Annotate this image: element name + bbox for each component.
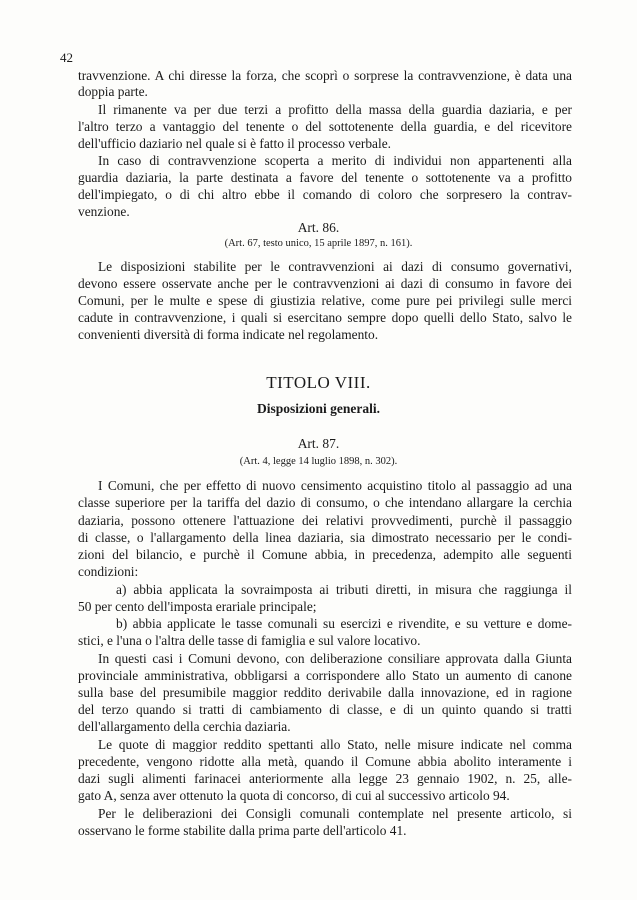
text-line: devono essere osservate anche per le contravvenzioni ai dazi di consumo in favore dei	[78, 276, 572, 291]
text-line: stici, e l'una o l'altra delle tasse di famiglia e sul valore locativo.	[78, 633, 421, 648]
text-line: In caso di contravvenzione scoperta a merito di individui non appartenenti alla	[98, 153, 572, 168]
page-number: 42	[60, 50, 73, 65]
article-heading: Art. 86.	[297, 220, 340, 235]
text-line: travvenzione. A chi diresse la forza, che scoprì o sorprese la contravvenzione, è data una	[78, 68, 572, 83]
text-line: gato A, senza aver ottenuto la quota di concorso, di cui al successivo articolo 94.	[78, 788, 510, 803]
text-line: condizioni:	[78, 564, 139, 579]
text-line: dell'impiegato, o di chi altro ebbe il comando di coloro che sorpresero la contrav-	[78, 187, 572, 202]
text-line: l'altro terzo a vantaggio del tenente o del sottotenente della guardia, e del ricevitore	[78, 119, 572, 134]
article-heading: Art. 87.	[297, 436, 340, 451]
text-line: Le disposizioni stabilite per le contravvenzioni ai dazi di consumo governativi,	[98, 259, 572, 274]
text-line: osservano le forme stabilite dalla prima parte dell'articolo 41.	[78, 823, 407, 838]
text-line: convenienti diversità di forma indicate nel regolamento.	[78, 327, 379, 342]
text-line: In questi casi i Comuni devono, con deliberazione consiliare approvata dalla Giunta	[98, 651, 572, 666]
text-line: dazi sugli alimenti farinacei anteriormente alla legge 23 gennaio 1902, n. 25, alle-	[78, 771, 572, 786]
text-line: Comuni, per le multe e spese di giustizia relative, come pure pei privilegi sulle merci	[78, 293, 572, 308]
section-subtitle: Disposizioni generali.	[256, 401, 380, 416]
text-line: daziaria, possono ottenere l'attuazione dei relativi provvedimenti, purchè il passaggio	[78, 513, 572, 528]
text-line: sulla base del presumibile maggior reddito derivabile dalla innovazione, ed in ragione	[78, 685, 572, 700]
text-line: di classe, o l'allargamento della linea daziaria, sia dimostrato necessario per le condi-	[78, 530, 572, 545]
text-line: Il rimanente va per due terzi a profitto della massa della guardia daziaria, e per	[98, 102, 572, 117]
text-line: Per le deliberazioni dei Consigli comunali contemplate nel presente articolo, si	[98, 806, 572, 821]
text-line: zioni del bilancio, e purchè il Comune abbia, in precedenza, adempito alle seguenti	[78, 547, 572, 562]
list-item: a) abbia applicata la sovraimposta ai tributi diretti, in misura che raggiunga il	[116, 582, 572, 597]
text-line: venzione.	[78, 204, 130, 219]
text-line: I Comuni, che per effetto di nuovo censimento acquistino titolo al passaggio ad una	[98, 478, 572, 493]
text-line: classe superiore per la tariffa del dazio di consumo, o che intendano allargare la cerchia	[78, 495, 572, 510]
text-line: del terzo quando si tratti di cambiamento di classe, e di un quinto quando si tratti	[78, 702, 572, 717]
text-line: Le quote di maggior reddito spettanti allo Stato, nelle misure indicate nel comma	[98, 737, 572, 752]
article-reference: (Art. 4, legge 14 luglio 1898, n. 302).	[239, 456, 398, 467]
text-line: dell'allargamento della cerchia daziaria.	[78, 719, 291, 734]
section-title: TITOLO VIII.	[266, 373, 371, 392]
article-reference: (Art. 67, testo unico, 15 aprile 1897, n. 161).	[224, 238, 413, 249]
text-line: 50 per cento dell'imposta erariale principale;	[78, 599, 317, 614]
list-item: b) abbia applicate le tasse comunali su esercizi e rivendite, e su vetture e dome-	[116, 616, 572, 631]
text-line: cadute in contravvenzione, i quali si esercitano sempre dopo quelli dello Stato, salvo le	[78, 310, 572, 325]
text-line: dell'ufficio daziario nel quale si è fatto il processo verbale.	[78, 136, 392, 151]
text-line: provinciale amministrativa, obbligarsi a corrispondere allo Stato un aumento di canone	[78, 668, 572, 683]
text-line: doppia parte.	[78, 84, 148, 99]
text-line: precedente, vengono ridotte alla metà, quando il Comune abbia abolito interamente i	[78, 754, 572, 769]
text-line: guardia daziaria, la parte destinata a favore del tenente o sottotenente va a profitto	[78, 170, 572, 185]
